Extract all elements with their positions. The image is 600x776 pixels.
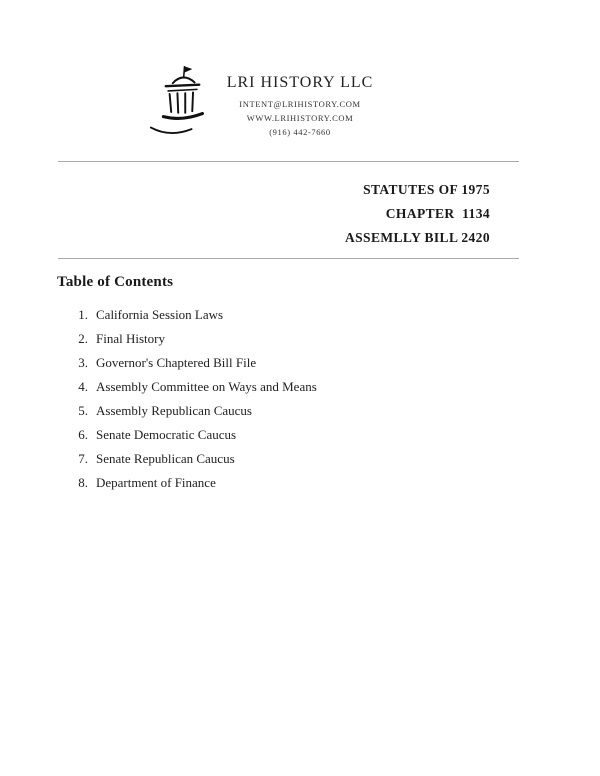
toc-item (70, 476, 490, 489)
letterhead (210, 74, 390, 141)
chapter-number: CHAPTER 1134 (385, 206, 490, 221)
divider-bottom (58, 258, 519, 259)
toc-item-label: Assembly Republican Caucus (96, 403, 252, 418)
toc-item-number: 6. (78, 427, 88, 442)
toc-item-label: Senate Democratic Caucus (96, 427, 237, 442)
toc-item-label: Governor's Chaptered Bill File (96, 355, 257, 370)
toc-item-number: 1. (78, 307, 88, 322)
toc-item (70, 404, 490, 417)
statutes-of-year: STATUTES OF 1975 (363, 182, 490, 197)
assembly-bill-number: ASSEMLLY BILL 2420 (344, 230, 490, 245)
toc-item-number: 7. (78, 451, 88, 466)
toc-item-label: Assembly Committee on Ways and Means (96, 379, 317, 394)
toc-item-label: California Session Laws (96, 307, 224, 322)
toc-title: Table of Contents (57, 274, 174, 290)
toc-item (70, 356, 490, 369)
company-email: INTENT@LRIHISTORY.COM (239, 99, 361, 109)
toc-item (70, 308, 490, 321)
company-website: WWW.LRIHISTORY.COM (246, 113, 354, 123)
company-phone: (916) 442-7660 (269, 127, 331, 137)
toc-item (70, 428, 490, 441)
company-name: LRI HISTORY LLC (226, 74, 374, 91)
toc-item (70, 380, 490, 393)
toc-item-label: Final History (96, 331, 165, 346)
toc-item-number: 8. (78, 475, 88, 490)
toc-item-number: 2. (78, 331, 88, 346)
toc-list (70, 308, 490, 500)
toc-item-number: 4. (78, 379, 88, 394)
toc-item-label: Department of Finance (96, 475, 216, 490)
toc-item-label: Senate Republican Caucus (96, 451, 235, 466)
toc-item (70, 332, 490, 345)
statute-heading (345, 180, 490, 252)
toc-item-number: 3. (78, 355, 88, 370)
toc-item (70, 452, 490, 465)
lri-capitol-logo-icon (140, 62, 218, 144)
toc-item-number: 5. (78, 403, 88, 418)
divider-top (58, 161, 519, 162)
